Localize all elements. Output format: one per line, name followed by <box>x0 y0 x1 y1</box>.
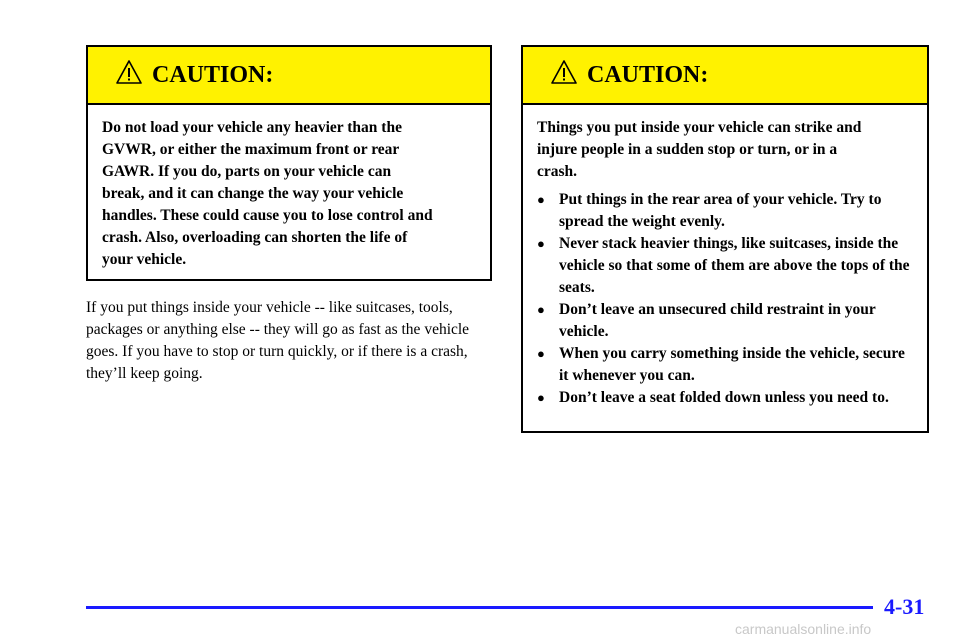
caution-title: CAUTION: <box>587 62 709 88</box>
caution-bullet-list <box>537 189 913 409</box>
caution-box-cargo <box>521 45 929 433</box>
caution-header <box>523 47 927 105</box>
caution-bullet-item: ● Don’t leave a seat folded down unless you need to. <box>537 387 913 409</box>
caution-bullet-item: ● Don’t leave an unsecured child restraint in your vehicle. <box>537 299 913 343</box>
caution-bullet-item: ● Put things in the rear area of your vehicle. Try to spread the weight evenly. <box>537 189 913 233</box>
watermark: carmanualsonline.info <box>735 621 872 637</box>
caution-bullet-item: ● When you carry something inside the vehicle, secure it whenever you can. <box>537 343 913 387</box>
warning-triangle-icon <box>116 60 142 84</box>
caution-body <box>88 105 490 271</box>
caution-intro: Things you put inside your vehicle can strike and injure people in a sudden stop or turn, or in a crash. <box>537 119 862 180</box>
footer-rule <box>86 606 873 609</box>
caution-text: Do not load your vehicle any heavier than the GVWR, or either the maximum front or rear GAWR. If you do, parts on your vehicle can break, and it can change the way your vehicle handles. These could cause you to lose control and crash. Also, overloading can shorten the life of your vehicle. <box>102 119 433 268</box>
caution-header <box>88 47 490 105</box>
caution-body <box>523 105 927 409</box>
page-number: 4-31 <box>884 594 925 619</box>
warning-triangle-icon <box>551 60 577 84</box>
caution-title: CAUTION: <box>152 62 274 88</box>
caution-bullet-item: ● Never stack heavier things, like suitcases, inside the vehicle so that some of them are above the tops of the seats. <box>537 233 913 299</box>
caution-box-load-limit <box>86 45 492 281</box>
body-paragraph: If you put things inside your vehicle -- like suitcases, tools, packages or anything else -- they will go as fast as the vehicle goes. If you have to stop or turn quickly, or if there is a crash, they’ll keep going. <box>86 299 470 382</box>
